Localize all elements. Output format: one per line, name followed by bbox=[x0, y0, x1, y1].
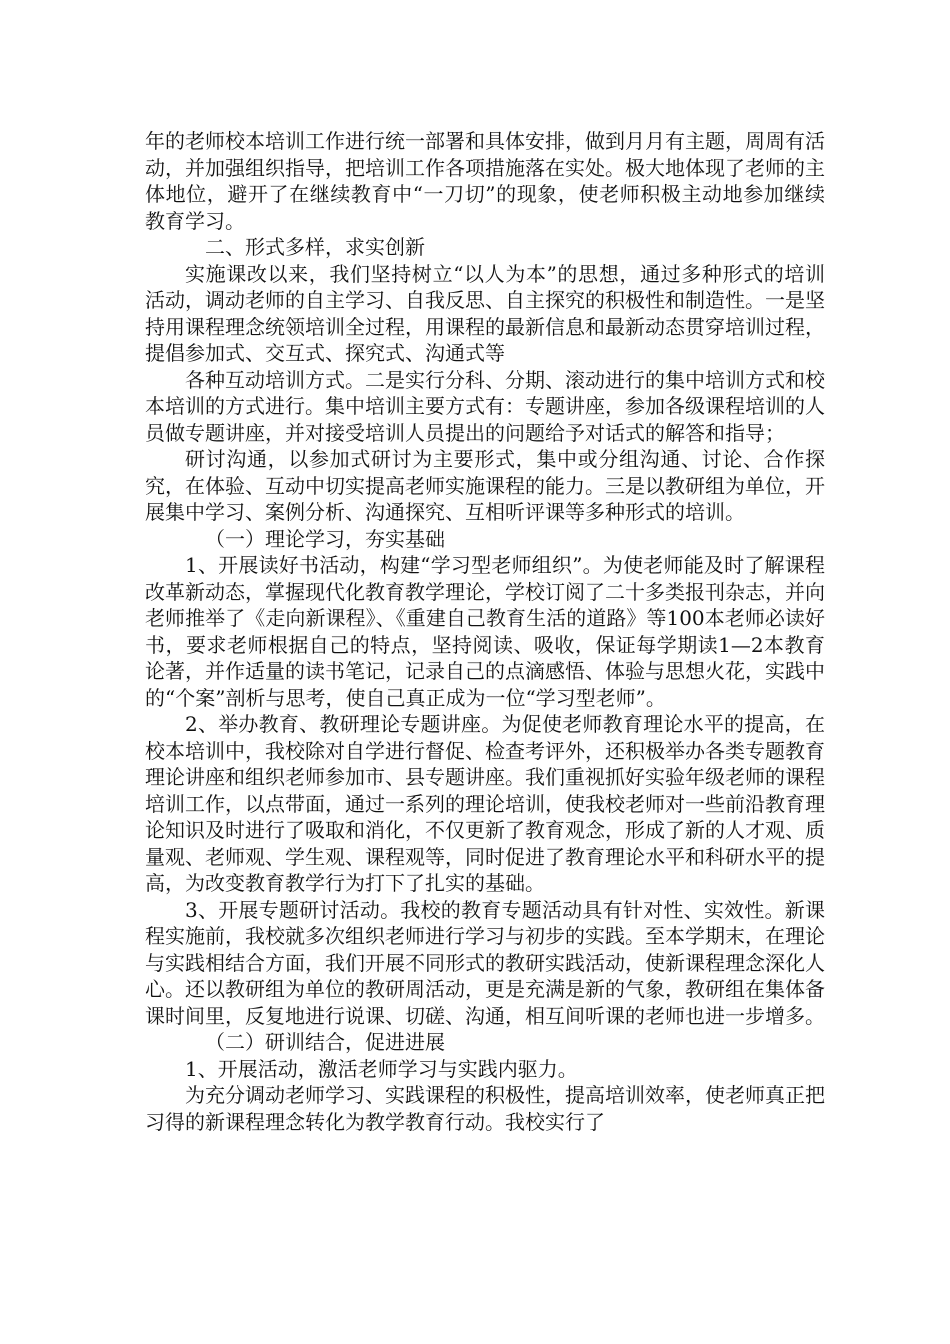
paragraph-5: 研讨沟通，以参加式研讨为主要形式，集中或分组沟通、讨论、合作探究，在体验、互动中切实提高老师实施课程的能力。三是以教研组为单位，开展集中学习、案例分析、沟通探究、互相听评课等多种形式的培训。 bbox=[145, 447, 825, 524]
subsection-heading-2: （二）研训结合，促进进展 bbox=[205, 1030, 445, 1054]
paragraph-9: 3、开展专题研讨活动。我校的教育专题活动具有针对性、实效性。新课程实施前，我校就多次组织老师进行学习与初步的实践。至本学期末，在理论与实践相结合方面，我们开展不同形式的教研实践活动，使新课程理念深化人心。还以教研组为单位的教研周活动，更是充满是新的气象，教研组在集体备课时间里，反复地进行说课、切磋、沟通，相互间听课的老师也进一步增多。 bbox=[145, 897, 825, 1028]
section-heading-2: 二、形式多样，求实创新 bbox=[205, 235, 425, 259]
paragraph-3: 实施课改以来，我们坚持树立“以人为本”的思想，通过多种形式的培训活动，调动老师的自主学习、自我反思、自主探究的积极性和制造性。一是坚持用课程理念统领培训全过程，用课程的最新信息和最新动态贯穿培训过程，提倡参加式、交互式、探究式、沟通式等 bbox=[145, 261, 825, 365]
paragraph-8: 2、举办教育、教研理论专题讲座。为促使老师教育理论水平的提高，在校本培训中，我校除对自学进行督促、检查考评外，还积极举办各类专题教育理论讲座和组织老师参加市、县专题讲座。我们重视抓好实验年级老师的课程培训工作，以点带面，通过一系列的理论培训，使我校老师对一些前沿教育理论知识及时进行了吸取和消化，不仅更新了教育观念，形成了新的人才观、质量观、老师观、学生观、课程观等，同时促进了教育理论水平和科研水平的提高，为改变教育教学行为打下了扎实的基础。 bbox=[145, 712, 825, 895]
paragraph-4: 各种互动培训方式。二是实行分科、分期、滚动进行的集中培训方式和校本培训的方式进行。集中培训主要方式有：专题讲座，参加各级课程培训的人员做专题讲座，并对接受培训人员提出的问题给予对话式的解答和指导； bbox=[145, 367, 825, 445]
paragraph-11: 1、开展活动，激活老师学习与实践内驱力。 bbox=[185, 1056, 578, 1081]
subsection-heading-1: （一）理论学习，夯实基础 bbox=[205, 526, 445, 551]
document-body bbox=[145, 128, 825, 1135]
paragraph-1: 年的老师校本培训工作进行统一部署和具体安排，做到月月有主题，周周有活动，并加强组织指导，把培训工作各项措施落在实处。极大地体现了老师的主体地位，避开了在继续教育中“一刀切”的现象，使老师积极主动地参加继续教育学习。 bbox=[145, 129, 825, 233]
paragraph-12: 为充分调动老师学习、实践课程的积极性，提高培训效率，使老师真正把习得的新课程理念转化为教学教育行动。我校实行了 bbox=[145, 1083, 825, 1134]
paragraph-7: 1、开展读好书活动，构建“学习型老师组织”。为使老师能及时了解课程改革新动态，掌握现代化教育教学理论，学校订阅了二十多类报刊杂志，并向老师推举了《走向新课程》、《重建自己教育生活的道路》等100本老师必读好书，要求老师根据自己的特点，坚持阅读、吸收，保证每学期读1—2本教育论著，并作适量的读书笔记，记录自己的点滴感悟、体验与思想火花，实践中的“个案”剖析与思考，使自己真正成为一位“学习型老师”。 bbox=[145, 553, 825, 710]
